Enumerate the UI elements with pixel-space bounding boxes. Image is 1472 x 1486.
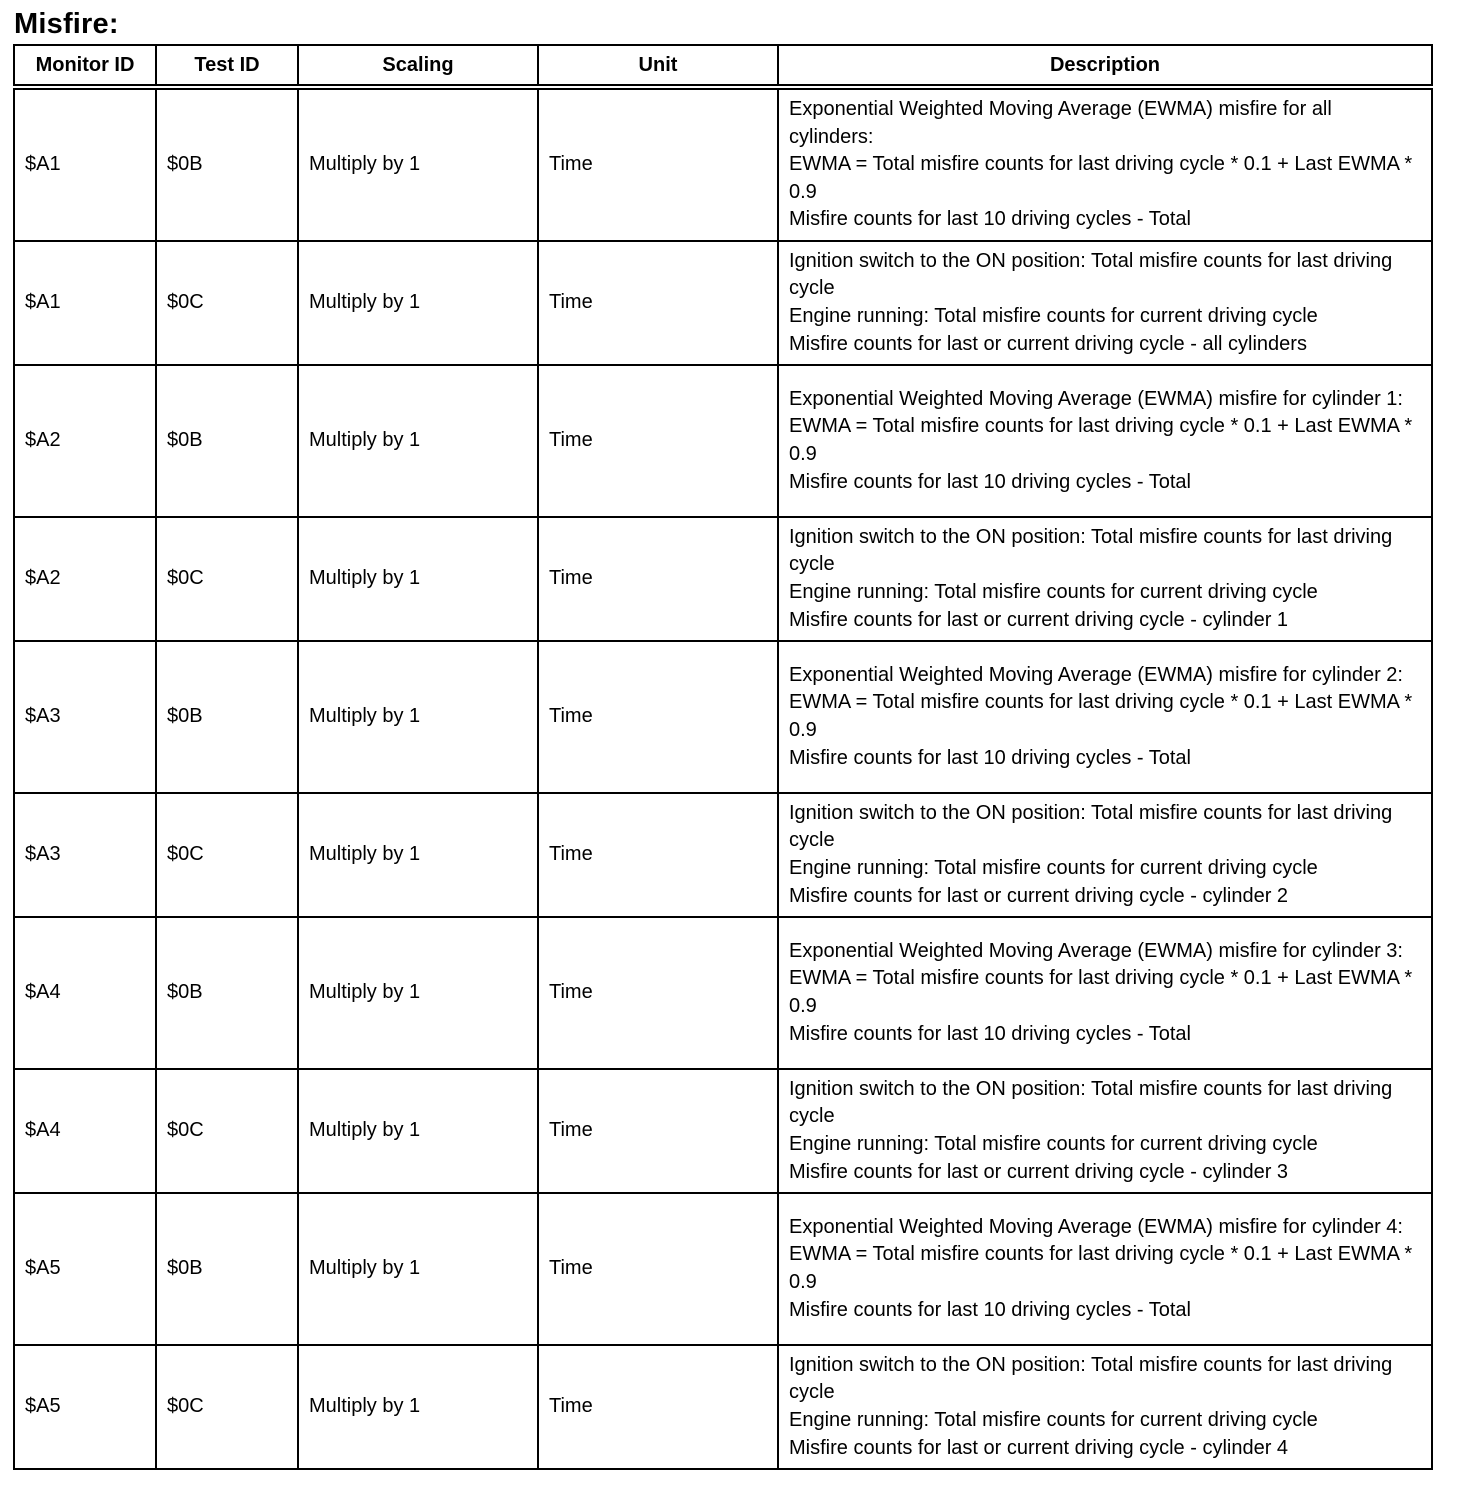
description-line: Misfire counts for last or current driving cycle - cylinder 4 — [789, 1436, 1289, 1459]
unit-cell: Time — [538, 793, 778, 917]
table-row — [14, 917, 1432, 1069]
description-line: EWMA = Total misfire counts for last driving cycle * 0.1 + Last EWMA * 0.9 — [789, 691, 1413, 741]
description-line: Exponential Weighted Moving Average (EWMA) misfire for cylinder 4: — [789, 1215, 1403, 1238]
description-cell — [778, 87, 1432, 241]
unit-cell: Time — [538, 241, 778, 365]
scaling-cell: Multiply by 1 — [298, 1193, 538, 1345]
unit-cell: Time — [538, 1069, 778, 1193]
monitor-id-cell: $A4 — [14, 1069, 156, 1193]
table-row — [14, 241, 1432, 365]
monitor-id-cell: $A3 — [14, 641, 156, 793]
scaling-cell: Multiply by 1 — [298, 87, 538, 241]
monitor-id-cell: $A1 — [14, 241, 156, 365]
description-cell — [778, 641, 1432, 793]
monitor-id-cell: $A5 — [14, 1345, 156, 1469]
table-row — [14, 793, 1432, 917]
description-cell — [778, 1069, 1432, 1193]
description-line: EWMA = Total misfire counts for last driving cycle * 0.1 + Last EWMA * 0.9 — [789, 967, 1413, 1017]
table-row — [14, 1193, 1432, 1345]
description-line: Ignition switch to the ON position: Total misfire counts for last driving cycle — [789, 249, 1393, 300]
test-id-cell: $0C — [156, 1345, 298, 1469]
description-cell — [778, 1345, 1432, 1469]
description-line: Misfire counts for last 10 driving cycles - Total — [789, 1298, 1192, 1321]
scaling-cell: Multiply by 1 — [298, 241, 538, 365]
description-line: EWMA = Total misfire counts for last driving cycle * 0.1 + Last EWMA * 0.9 — [789, 153, 1413, 203]
scaling-cell: Multiply by 1 — [298, 517, 538, 641]
description-line: Ignition switch to the ON position: Total misfire counts for last driving cycle — [789, 525, 1393, 576]
column-header-test-id: Test ID — [156, 45, 298, 87]
description-line: Engine running: Total misfire counts for current driving cycle — [789, 305, 1318, 327]
description-line: Misfire counts for last 10 driving cycles - Total — [789, 746, 1192, 769]
test-id-cell: $0B — [156, 917, 298, 1069]
description-line: Misfire counts for last or current driving cycle - cylinder 1 — [789, 608, 1289, 631]
scaling-cell: Multiply by 1 — [298, 917, 538, 1069]
scaling-cell: Multiply by 1 — [298, 365, 538, 517]
monitor-id-cell: $A1 — [14, 87, 156, 241]
test-id-cell: $0C — [156, 241, 298, 365]
table-row — [14, 641, 1432, 793]
description-line: EWMA = Total misfire counts for last driving cycle * 0.1 + Last EWMA * 0.9 — [789, 415, 1413, 465]
unit-cell: Time — [538, 87, 778, 241]
description-line: Misfire counts for last 10 driving cycles - Total — [789, 470, 1192, 493]
monitor-id-cell: $A2 — [14, 517, 156, 641]
description-line: Misfire counts for last or current driving cycle - cylinder 3 — [789, 1160, 1289, 1183]
monitor-id-cell: $A2 — [14, 365, 156, 517]
misfire-table — [13, 44, 1433, 1470]
scaling-cell: Multiply by 1 — [298, 793, 538, 917]
test-id-cell: $0B — [156, 1193, 298, 1345]
table-row — [14, 1069, 1432, 1193]
header-row — [14, 45, 1432, 87]
description-line: Misfire counts for last or current driving cycle - all cylinders — [789, 332, 1307, 355]
description-line: EWMA = Total misfire counts for last driving cycle * 0.1 + Last EWMA * 0.9 — [789, 1243, 1413, 1293]
description-cell — [778, 365, 1432, 517]
test-id-cell: $0B — [156, 641, 298, 793]
description-line: Ignition switch to the ON position: Total misfire counts for last driving cycle — [789, 801, 1393, 852]
column-header-unit: Unit — [538, 45, 778, 87]
description-cell — [778, 793, 1432, 917]
description-cell — [778, 517, 1432, 641]
column-header-scaling: Scaling — [298, 45, 538, 87]
description-line: Exponential Weighted Moving Average (EWMA) misfire for cylinder 2: — [789, 663, 1403, 686]
description-cell — [778, 917, 1432, 1069]
description-line: Misfire counts for last 10 driving cycles - Total — [789, 208, 1192, 231]
test-id-cell: $0B — [156, 87, 298, 241]
unit-cell: Time — [538, 917, 778, 1069]
scaling-cell: Multiply by 1 — [298, 1069, 538, 1193]
unit-cell: Time — [538, 517, 778, 641]
unit-cell: Time — [538, 1193, 778, 1345]
unit-cell: Time — [538, 365, 778, 517]
scaling-cell: Multiply by 1 — [298, 641, 538, 793]
description-cell — [778, 1193, 1432, 1345]
description-line: Exponential Weighted Moving Average (EWMA) misfire for cylinder 1: — [789, 387, 1403, 410]
test-id-cell: $0C — [156, 517, 298, 641]
description-line: Misfire counts for last 10 driving cycles - Total — [789, 1022, 1192, 1045]
table-row — [14, 87, 1432, 241]
unit-cell: Time — [538, 1345, 778, 1469]
column-header-monitor-id: Monitor ID — [14, 45, 156, 87]
description-line: Exponential Weighted Moving Average (EWMA) misfire for all cylinders: — [789, 98, 1332, 148]
description-line: Engine running: Total misfire counts for current driving cycle — [789, 857, 1318, 879]
monitor-id-cell: $A3 — [14, 793, 156, 917]
table-row — [14, 517, 1432, 641]
table-header — [14, 45, 1432, 87]
description-line: Engine running: Total misfire counts for current driving cycle — [789, 581, 1318, 603]
description-line: Engine running: Total misfire counts for current driving cycle — [789, 1133, 1318, 1155]
table-body — [14, 87, 1432, 1469]
description-line: Ignition switch to the ON position: Total misfire counts for last driving cycle — [789, 1353, 1393, 1404]
monitor-id-cell: $A4 — [14, 917, 156, 1069]
test-id-cell: $0C — [156, 1069, 298, 1193]
description-line: Exponential Weighted Moving Average (EWMA) misfire for cylinder 3: — [789, 939, 1403, 962]
test-id-cell: $0B — [156, 365, 298, 517]
unit-cell: Time — [538, 641, 778, 793]
table-row — [14, 1345, 1432, 1469]
description-line: Engine running: Total misfire counts for current driving cycle — [789, 1409, 1318, 1431]
column-header-description: Description — [778, 45, 1432, 87]
scaling-cell: Multiply by 1 — [298, 1345, 538, 1469]
description-line: Ignition switch to the ON position: Total misfire counts for last driving cycle — [789, 1077, 1393, 1128]
table-row — [14, 365, 1432, 517]
description-line: Misfire counts for last or current driving cycle - cylinder 2 — [789, 884, 1289, 907]
monitor-id-cell: $A5 — [14, 1193, 156, 1345]
description-cell — [778, 241, 1432, 365]
test-id-cell: $0C — [156, 793, 298, 917]
page-title: Misfire: — [14, 8, 119, 40]
